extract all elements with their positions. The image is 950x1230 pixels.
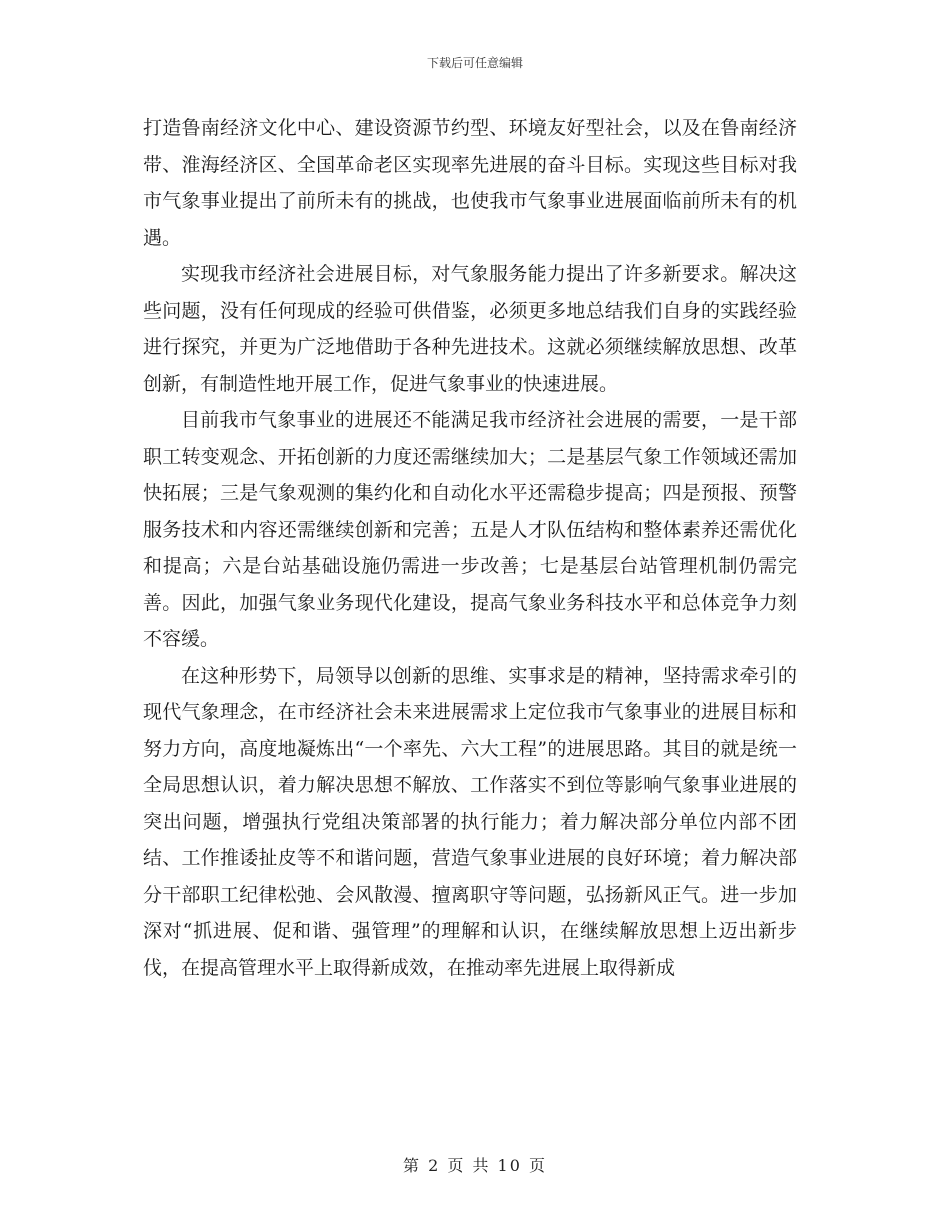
page-footer: 第 2 页 共 10 页	[403, 1156, 547, 1175]
paragraph-3: 目前我市气象事业的进展还不能满足我市经济社会进展的需要，一是干部职工转变观念、开拓创新的力度还需继续加大；二是基层气象工作领域还需加快拓展；三是气象观测的集约化和自动化水平还需稳步提高；四是预报、预警服务技术和内容还需继续创新和完善；五是人才队伍结构和整体素养还需优化和提高；六是台站基础设施仍需进一步改善；七是基层台站管理机制仍需完善。因此，加强气象业务现代化建设，提高气象业务科技水平和总体竞争力刻不容缓。	[143, 409, 797, 650]
paragraph-1: 打造鲁南经济文化中心、建设资源节约型、环境友好型社会，以及在鲁南经济带、淮海经济区、全国革命老区实现率先进展的奋斗目标。实现这些目标对我市气象事业提出了前所未有的挑战，也使我市气象事业进展面临前所未有的机遇。	[143, 117, 797, 249]
paragraph-2: 实现我市经济社会进展目标，对气象服务能力提出了许多新要求。解决这些问题，没有任何现成的经验可供借鉴，必须更多地总结我们自身的实践经验进行探究，并更为广泛地借助于各种先进技术。这就必须继续解放思想、改革创新，有制造性地开展工作，促进气象事业的快速进展。	[143, 263, 797, 395]
document-body	[143, 110, 797, 986]
paragraph-4: 在这种形势下，局领导以创新的思维、实事求是的精神，坚持需求牵引的现代气象理念，在市经济社会未来进展需求上定位我市气象事业的进展目标和努力方向，高度地凝炼出“一个率先、六大工程”的进展思路。其目的就是统一全局思想认识，着力解决思想不解放、工作落实不到位等影响气象事业进展的突出问题，增强执行党组决策部署的执行能力；着力解决部分单位内部不团结、工作推诿扯皮等不和谐问题，营造气象事业进展的良好环境；着力解决部分干部职工纪律松弛、会风散漫、擅离职守等问题，弘扬新风正气。进一步加深对“抓进展、促和谐、强管理”的理解和认识，在继续解放思想上迈出新步伐，在提高管理水平上取得新成效，在推动率先进展上取得新成	[143, 664, 797, 979]
page-header: 下载后可任意编辑	[426, 56, 523, 70]
